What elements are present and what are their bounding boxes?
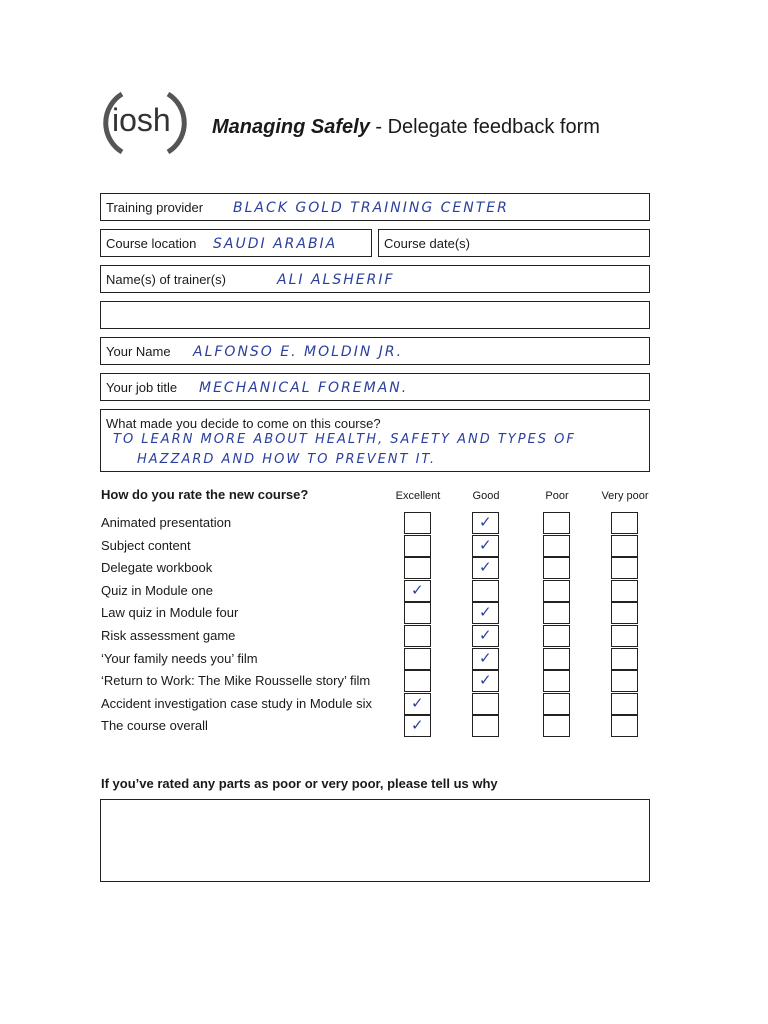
trainers-label: Name(s) of trainer(s) [106,272,226,287]
training-provider-field[interactable] [100,193,650,221]
your-name-value: ALFONSO E. MOLDIN JR. [193,344,404,360]
check-mark-icon: ✓ [479,535,492,554]
course-location-field[interactable] [100,229,372,257]
course-location-value: SAUDI ARABIA [213,236,338,252]
column-header-very-poor: Very poor [601,490,649,502]
training-provider-value: BLACK GOLD TRAINING CENTER [233,200,509,216]
job-title-field[interactable] [100,373,650,401]
rating-row-label: ‘Return to Work: The Mike Rousselle story’ film [101,673,371,689]
trainers-field[interactable] [100,265,650,293]
title-course-name: Managing Safely [212,116,370,138]
trainers-value: ALI ALSHERIF [277,272,395,288]
check-mark-icon: ✓ [479,513,492,531]
check-mark-icon: ✓ [411,716,424,735]
check-mark-icon: ✓ [479,626,492,644]
rating-checkbox-poor[interactable] [543,602,570,624]
rating-checkbox-excellent[interactable] [404,648,431,670]
rating-checkbox-poor[interactable] [543,648,570,670]
logo-text: iosh [112,102,171,138]
course-dates-label: Course date(s) [384,236,470,251]
rating-row-label: Delegate workbook [101,560,213,576]
rating-checkbox-very-poor[interactable] [611,625,638,647]
rating-checkbox-good[interactable] [472,715,499,737]
job-title-value: MECHANICAL FOREMAN. [199,380,409,396]
rating-row-label: Accident investigation case study in Module six [101,695,372,711]
rating-row-label: Quiz in Module one [101,582,214,598]
rating-checkbox-very-poor[interactable] [611,602,638,624]
rating-checkbox-very-poor[interactable] [611,557,638,579]
rating-checkbox-poor[interactable] [543,557,570,579]
rating-checkbox-very-poor[interactable] [611,580,638,602]
rating-checkbox-poor[interactable] [543,670,570,692]
rating-row-label: Law quiz in Module four [101,605,239,621]
rating-row-label: Subject content [101,537,191,553]
rating-checkbox-excellent[interactable] [404,670,431,692]
your-name-field[interactable] [100,337,650,365]
rating-row-label: The course overall [101,718,208,734]
rating-row-label: Animated presentation [101,515,232,530]
rating-checkbox-poor[interactable] [543,512,570,534]
column-header-poor: Poor [545,490,569,502]
title-form-name: - Delegate feedback form [369,116,600,138]
job-title-label: Your job title [106,380,178,395]
rating-checkbox-excellent[interactable] [404,602,431,624]
check-mark-icon: ✓ [479,603,492,622]
column-header-excellent: Excellent [395,490,441,502]
rating-row-label: ‘Your family needs you’ film [101,650,258,666]
rating-checkbox-excellent[interactable] [404,512,431,534]
course-dates-field[interactable] [378,229,650,257]
blank-field[interactable] [100,301,650,329]
rating-checkbox-excellent[interactable] [404,557,431,579]
column-header-good: Good [472,490,500,502]
rating-checkbox-good[interactable] [472,580,499,602]
poor-rating-question: If you’ve rated any parts as poor or very poor, please tell us why [101,776,498,791]
check-mark-icon: ✓ [411,693,424,712]
your-name-label: Your Name [106,344,171,359]
rating-checkbox-very-poor[interactable] [611,512,638,534]
check-mark-icon: ✓ [479,558,492,577]
course-location-label: Course location [106,236,197,251]
rating-checkbox-good[interactable] [472,693,499,715]
check-mark-icon: ✓ [479,648,492,667]
rating-checkbox-excellent[interactable] [404,535,431,557]
rating-checkbox-poor[interactable] [543,535,570,557]
poor-rating-reason-field[interactable] [100,799,650,882]
rating-checkbox-very-poor[interactable] [611,715,638,737]
training-provider-label: Training provider [106,200,204,215]
page-title [212,116,600,139]
rating-checkbox-very-poor[interactable] [611,535,638,557]
why-field[interactable] [100,409,650,472]
rating-checkbox-very-poor[interactable] [611,670,638,692]
rating-row-label: Risk assessment game [101,628,236,643]
rating-checkbox-poor[interactable] [543,580,570,602]
rating-checkbox-very-poor[interactable] [611,648,638,670]
rating-checkbox-poor[interactable] [543,715,570,737]
why-value-line1: TO LEARN MORE ABOUT HEALTH, SAFETY AND TYPES OF [113,432,576,447]
rating-checkbox-poor[interactable] [543,625,570,647]
rating-checkbox-excellent[interactable] [404,625,431,647]
rating-question: How do you rate the new course? [101,487,309,502]
check-mark-icon: ✓ [479,671,492,690]
why-label: What made you decide to come on this course? [106,416,381,431]
iosh-logo [100,88,190,158]
why-value-line2: HAZZARD AND HOW TO PREVENT IT. [137,452,436,467]
rating-checkbox-poor[interactable] [543,693,570,715]
check-mark-icon: ✓ [411,580,424,599]
rating-checkbox-very-poor[interactable] [611,693,638,715]
